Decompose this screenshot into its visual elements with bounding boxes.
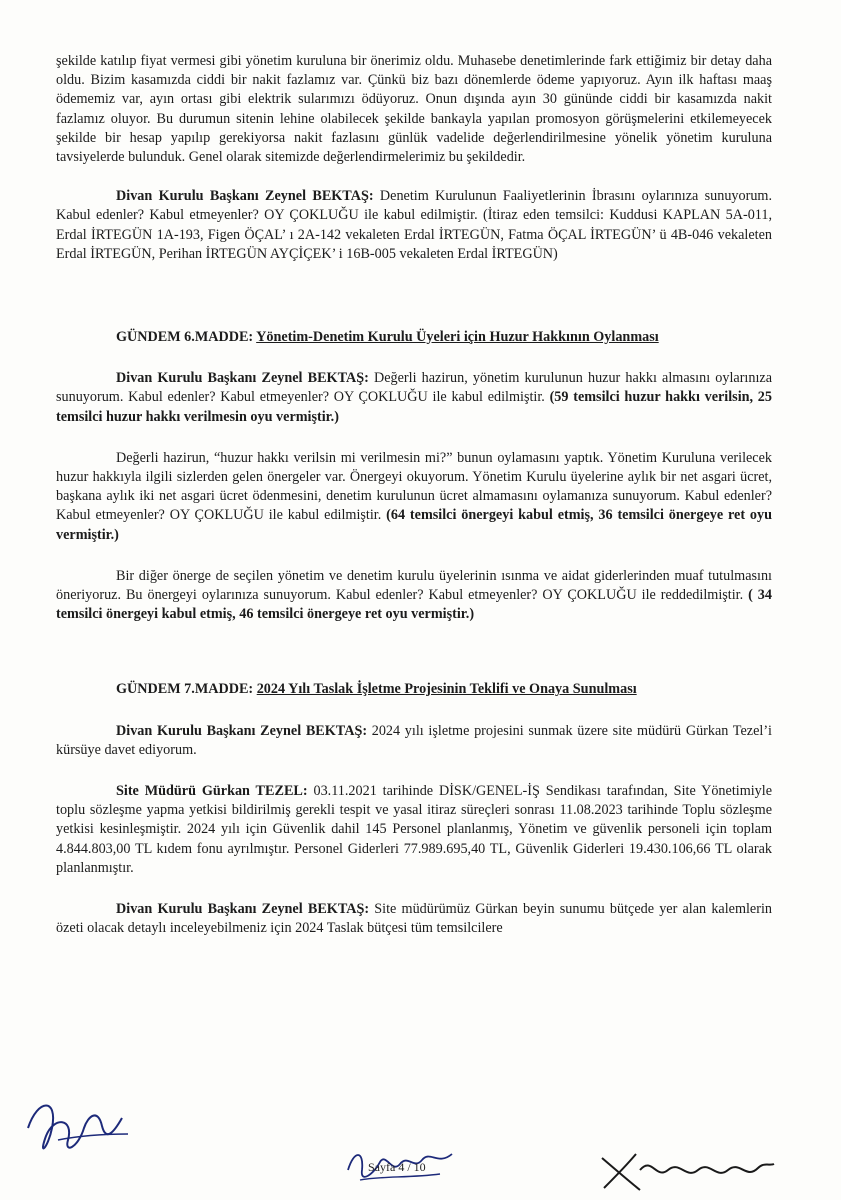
paragraph-audit-notes: şekilde katılıp fiyat vermesi gibi yönetim kuruluna bir önerimiz oldu. Muhasebe denetimlerinde fark ettiğimiz bir detay daha oldu. Bizim kasamızda ciddi bir nakit fazlamız var. Çünkü biz bazı dönemlerde ödeme yapıyoruz. Ayın ilk haftası maaş ödememiz var, ayın ortası gibi elektrik sularımızı ödüyoruz. Onun dışında ayın 30 gününde ciddi bir kasamızda nakit fazlamız oluyor. Bu durumun sitenin lehine olabilecek şekilde bankayla yapılan promosyon görüşmelerini etkilemeyecek şekilde bir hesap yapılıp gerekiyorsa nakit fazlasını günlük vadelide değerlendirilmesine yönelik yönetim kuruluna tavsiyelerde bulunduk. Genel olarak sitemizde değerlendirmelerimiz bu şekildedir. xyxy=(56,53,772,166)
speaker-name: Divan Kurulu Başkanı Zeynel BEKTAŞ: xyxy=(116,188,374,205)
page-number: Sayfa 4 / 10 xyxy=(368,1160,426,1174)
paragraph-fee-proposal xyxy=(56,449,772,545)
speaker-name: Divan Kurulu Başkanı Zeynel BEKTAŞ: xyxy=(116,370,369,387)
agenda-item-label: GÜNDEM 7.MADDE: xyxy=(116,681,254,698)
agenda-item-title: Yönetim-Denetim Kurulu Üyeleri için Huzur Hakkının Oylanması xyxy=(256,329,659,346)
agenda-item-label: GÜNDEM 6.MADDE: xyxy=(116,329,254,346)
paragraph-text: Değerli hazirun, yönetim kurulunun huzur hakkı almasını oylarınıza sunuyorum. Kabul edenler? Kabul etmeyenler? OY ÇOKLUĞU ile kabul edilmiştir. xyxy=(56,370,772,406)
paragraph-text: Değerli hazirun, “huzur hakkı verilsin mi verilmesin mi?” bunun oylamasını yaptık. Yönetim Kuruluna verilecek huzur hakkıyla ilgili sizlerden gelen önergeler var. Önergeyi okuyorum. Yönetim Kurulu üyelerine aylık bir net asgari ücret, başkana aylık iki net asgari ücret ödenmesini, denetim kurulunun ücret almamasını oylamanıza sunuyorum. Kabul edenler? Kabul etmeyenler? OY ÇOKLUĞU ile kabul edilmiştir. xyxy=(56,449,772,524)
vote-result: (64 temsilci önergeyi kabul etmiş, 36 temsilci önergeye ret oyu vermiştir.) xyxy=(56,507,772,543)
vote-result: ( 34 temsilci önergeyi kabul etmiş, 46 temsilci önergeye ret oyu vermiştir.) xyxy=(56,587,772,623)
paragraph-text: Denetim Kurulunun Faaliyetlerinin İbrasını oylarınıza sunuyorum. Kabul edenler? Kabul etmeyenler? OY ÇOKLUĞU ile kabul edilmiştir. (İtiraz eden temsilci: Kuddusi KAPLAN 5A-011, Erdal İRTEGÜN 1A-193, Figen ÖÇAL’ ı 2A-142 vekaleten Erdal İRTEGÜN, Fatma ÖÇAL İRTEGÜN’ ü 4B-046 vekaleten Erdal İRTEGÜN, Perihan İRTEGÜN AYÇİÇEK’ i 16B-005 vekaleten Erdal İRTEGÜN) xyxy=(56,188,773,262)
paragraph-text: 03.11.2021 tarihinde DİSK/GENEL-İŞ Sendikası tarafından, Site Yönetimiyle toplu sözleşme yapma yetkisi bildirilmiş gerekli tespit ve yasal itiraz süreçleri sonrası 11.08.2023 tarihinde Toplu sözleşme yetkisi kesinleşmiştir. 2024 yılı için Güvenlik dahil 145 Personel planlanmış, Yönetim ve güvenlik personeli için toplam 4.844.803,00 TL kıdem fonu ayrılmıştır. Personel Giderleri 77.989.695,40 TL, Güvenlik Giderleri 19.430.106,66 TL olarak planlanmıştır. xyxy=(56,783,773,876)
agenda-item-title: 2024 Yılı Taslak İşletme Projesinin Teklifi ve Onaya Sunulması xyxy=(256,681,637,698)
vote-result: (59 temsilci huzur hakkı verilsin, 25 temsilci huzur hakkı verilmesin oyu vermiştir.) xyxy=(56,389,772,425)
document-body xyxy=(56,52,772,939)
speaker-name: Site Müdürü Gürkan TEZEL: xyxy=(116,783,308,800)
paragraph-text: Bir diğer önerge de seçilen yönetim ve denetim kurulu üyelerinin ısınma ve aidat giderlerinden muaf tutulmasını öneriyoruz. Bu önergeyi oylarınıza sunuyorum. Kabul edenler? Kabul etmeyenler? OY ÇOKLUĞU ile reddedilmiştir. xyxy=(56,567,772,604)
paragraph-manager-presentation xyxy=(56,782,772,878)
speaker-name: Divan Kurulu Başkanı Zeynel BEKTAŞ: xyxy=(116,901,370,918)
paragraph-attendance-fee-vote xyxy=(56,369,772,427)
speaker-name: Divan Kurulu Başkanı Zeynel BEKTAŞ: xyxy=(116,722,368,739)
paragraph-audit-vote xyxy=(56,187,772,264)
paragraph-text: 2024 yılı işletme projesini sunmak üzere site müdürü Gürkan Tezel’i kürsüye davet ediyorum. xyxy=(56,722,772,758)
signature-left xyxy=(18,1088,148,1168)
paragraph-budget-distribution xyxy=(56,900,772,938)
paragraph-text: Site müdürümüz Gürkan beyin sunumu bütçede yer alan kalemlerin özeti olacak detaylı inceleyebilmeniz için 2024 Taslak bütçesi tüm temsilcilere xyxy=(56,901,772,937)
paragraph-exemption-proposal xyxy=(56,567,772,625)
paragraph-invite-manager xyxy=(56,722,772,760)
agenda-item-7-heading xyxy=(56,680,772,699)
signature-right xyxy=(596,1140,776,1196)
agenda-item-6-heading xyxy=(56,328,772,347)
